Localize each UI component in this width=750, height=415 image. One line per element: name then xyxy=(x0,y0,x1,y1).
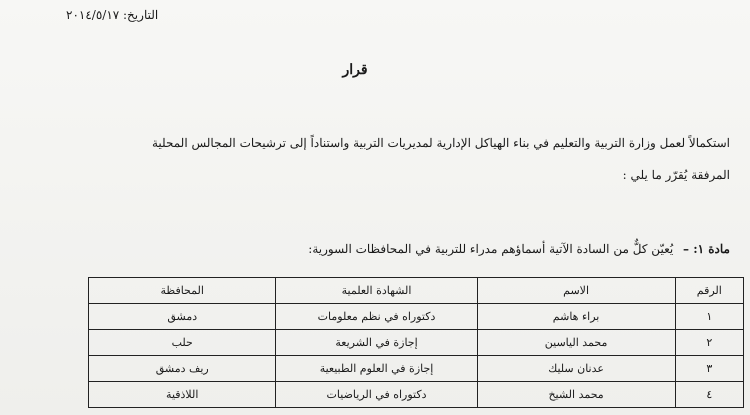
cell-number: ١ xyxy=(675,304,743,330)
cell-certificate: دكتوراه في الرياضيات xyxy=(276,382,477,408)
article-number: مادة ١: – xyxy=(683,242,730,256)
cell-certificate: إجازة في الشريعة xyxy=(276,330,477,356)
article-1 xyxy=(308,242,730,256)
preamble-line-2: المرفقة يُقرّر ما يلي : xyxy=(622,168,730,182)
header-certificate: الشهادة العلمية xyxy=(276,278,477,304)
cell-certificate: إجازة في العلوم الطبيعية xyxy=(276,356,477,382)
cell-number: ٤ xyxy=(675,382,743,408)
cell-name: براء هاشم xyxy=(477,304,675,330)
header-name: الاسم xyxy=(477,278,675,304)
table-row xyxy=(89,356,744,382)
document-date: التاريخ: ٢٠١٤/٥/١٧ xyxy=(66,8,159,22)
preamble-line-1: استكمالاً لعمل وزارة التربية والتعليم في بناء الهياكل الإدارية لمديريات التربية واستناداً إلى ترشيحات المجالس المحلية xyxy=(151,136,730,150)
table-row xyxy=(89,304,744,330)
cell-number: ٢ xyxy=(675,330,743,356)
table-row xyxy=(89,382,744,408)
table-row xyxy=(89,330,744,356)
header-governorate: المحافظة xyxy=(89,278,276,304)
header-number: الرقم xyxy=(675,278,743,304)
cell-governorate: حلب xyxy=(89,330,276,356)
cell-certificate: دكتوراه في نظم معلومات xyxy=(276,304,477,330)
cell-name: محمد الياسين xyxy=(477,330,675,356)
article-text: يُعيّن كلٌّ من السادة الآتية أسماؤهم مدراء للتربية في المحافظات السورية: xyxy=(308,242,674,256)
cell-governorate: ريف دمشق xyxy=(89,356,276,382)
cell-governorate: دمشق xyxy=(89,304,276,330)
document-title: قرار xyxy=(342,62,368,78)
table-header-row xyxy=(89,278,744,304)
cell-name: عدنان سليك xyxy=(477,356,675,382)
cell-name: محمد الشيخ xyxy=(477,382,675,408)
appointments-table xyxy=(88,277,744,408)
cell-number: ٣ xyxy=(675,356,743,382)
cell-governorate: اللاذقية xyxy=(89,382,276,408)
